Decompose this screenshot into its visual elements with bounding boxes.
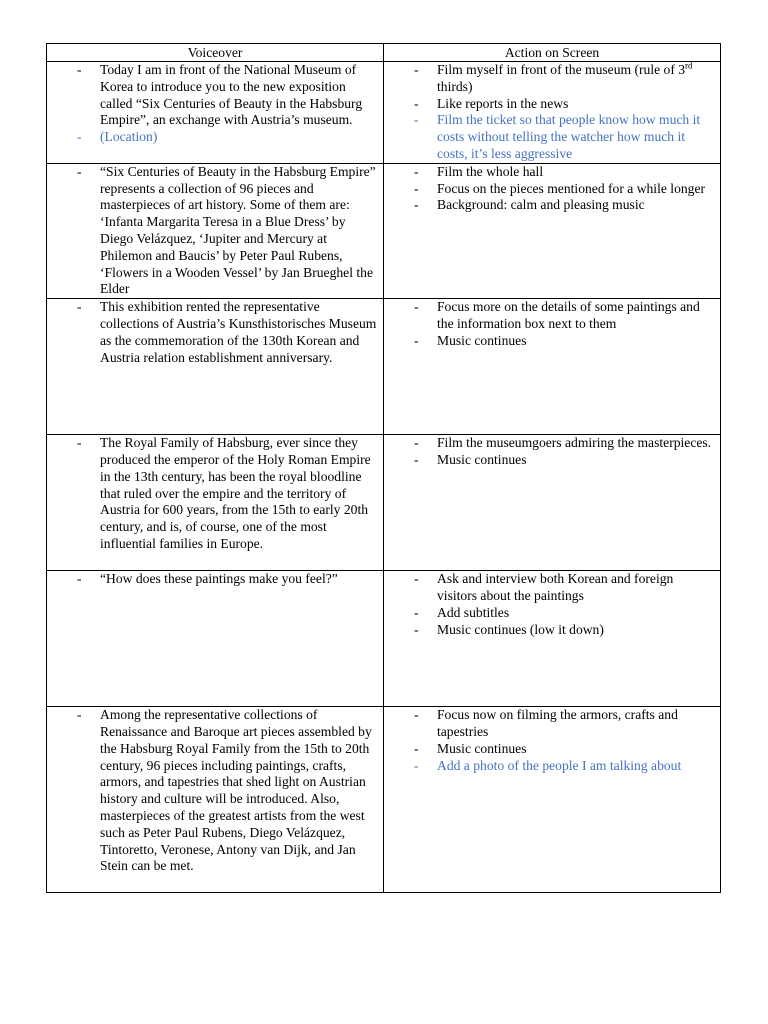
list-item bbox=[384, 741, 714, 758]
voiceover-cell bbox=[47, 163, 384, 298]
item-text: Add subtitles bbox=[437, 604, 510, 620]
voiceover-cell bbox=[47, 299, 384, 435]
voiceover-cell bbox=[47, 707, 384, 893]
list-item bbox=[384, 605, 714, 622]
list-item bbox=[384, 707, 714, 741]
item-text: Film myself in front of the museum (rule of 3 bbox=[437, 62, 686, 77]
list-item bbox=[384, 96, 714, 113]
list-item bbox=[384, 164, 714, 181]
header-row bbox=[47, 44, 721, 62]
item-text: Music continues bbox=[437, 451, 527, 467]
voiceover-cell bbox=[47, 435, 384, 571]
list-item bbox=[384, 758, 714, 775]
item-text: Focus on the pieces mentioned for a while longer bbox=[437, 180, 706, 196]
item-text: Music continues bbox=[437, 740, 527, 756]
table-row bbox=[47, 435, 721, 571]
action-cell bbox=[384, 571, 721, 707]
voiceover-cell-list bbox=[47, 164, 383, 298]
item-text: (Location) bbox=[100, 129, 158, 145]
table-row bbox=[47, 707, 721, 893]
list-item bbox=[384, 197, 714, 214]
list-item bbox=[47, 571, 377, 588]
item-text: The Royal Family of Habsburg, ever since they produced the emperor of the Holy Roman Empire in the 13th century, has been the royal bloodline that ruled over the empire and the territory of Austria for 600 years, from the 15th to early 20th century, and is, of course, one of the most influential families in Europe. bbox=[100, 435, 371, 551]
voiceover-header: Voiceover bbox=[47, 44, 384, 62]
item-text: Film the museumgoers admiring the masterpieces. bbox=[437, 435, 712, 451]
action-cell-list bbox=[384, 435, 720, 469]
table-row bbox=[47, 62, 721, 164]
item-text: Focus more on the details of some paintings and the information box next to them bbox=[437, 299, 700, 331]
voiceover-cell-list bbox=[47, 571, 383, 588]
item-text: “How does these paintings make you feel?” bbox=[100, 571, 338, 587]
item-text: Among the representative collections of Renaissance and Baroque art pieces assembled by the Habsburg Royal Family from the 15th to 20th century, 96 pieces including paintings, crafts, armors, and tapestries that shed light on Austrian history and culture will be introduced. Also, masterpieces of the greatest artists from the west such as Peter Paul Rubens, Diego Velázquez, Tintoretto, Veronese, Antony van Dijk, and Jan Stein can be met. bbox=[100, 707, 372, 874]
list-item bbox=[47, 62, 377, 129]
action-cell-list bbox=[384, 571, 720, 638]
list-item bbox=[47, 707, 377, 875]
list-item bbox=[384, 571, 714, 605]
item-text: Add a photo of the people I am talking about bbox=[437, 757, 682, 773]
table-row bbox=[47, 163, 721, 298]
list-item bbox=[47, 435, 377, 553]
table-row bbox=[47, 571, 721, 707]
item-text: Today I am in front of the National Museum of Korea to introduce you to the new exposition called “Six Centuries of Beauty in the Habsburg Empire”, an exchange with Austria’s museum. bbox=[100, 62, 363, 128]
action-cell-list bbox=[384, 62, 720, 163]
action-cell bbox=[384, 435, 721, 571]
action-cell-list bbox=[384, 299, 720, 349]
action-cell bbox=[384, 707, 721, 893]
action-cell bbox=[384, 163, 721, 298]
table-row bbox=[47, 299, 721, 435]
item-text: Music continues (low it down) bbox=[437, 621, 604, 637]
item-text: Music continues bbox=[437, 332, 527, 348]
list-item bbox=[47, 129, 377, 146]
item-text: This exhibition rented the representative collections of Austria’s Kunsthistorisches Museum as the commemoration of the 130th Korean and Austria relation establishment anniversary. bbox=[100, 299, 377, 365]
action-cell-list bbox=[384, 707, 720, 774]
list-item bbox=[384, 62, 714, 96]
item-superscript: rd bbox=[685, 60, 693, 71]
item-text: Background: calm and pleasing music bbox=[437, 197, 645, 213]
voiceover-cell-list bbox=[47, 707, 383, 875]
item-text: Ask and interview both Korean and foreign visitors about the paintings bbox=[437, 571, 674, 603]
item-text: “Six Centuries of Beauty in the Habsburg Empire” represents a collection of 96 pieces and masterpieces of art history. Some of them are: ‘Infanta Margarita Teresa in a Blue Dress’ by Diego Velázquez, ‘Jupiter and Mercury at Philemon and Baucis’ by Peter Paul Rubens, ‘Flowers in a Wooden Vessel’ by Jan Brueghel the Elder bbox=[100, 163, 376, 297]
voiceover-cell bbox=[47, 62, 384, 164]
list-item bbox=[384, 112, 714, 162]
item-text: Focus now on filming the armors, crafts and tapestries bbox=[437, 707, 678, 739]
list-item bbox=[47, 299, 377, 366]
list-item bbox=[47, 164, 377, 298]
item-text: Film the ticket so that people know how much it costs without telling the watcher how much it costs, it’s less aggressive bbox=[437, 112, 701, 161]
action-header: Action on Screen bbox=[384, 44, 721, 62]
list-item bbox=[384, 435, 714, 452]
list-item bbox=[384, 452, 714, 469]
action-cell bbox=[384, 299, 721, 435]
action-cell-list bbox=[384, 164, 720, 214]
table-body bbox=[47, 62, 721, 893]
list-item bbox=[384, 181, 714, 198]
voiceover-cell-list bbox=[47, 435, 383, 553]
list-item bbox=[384, 333, 714, 350]
script-table bbox=[46, 43, 721, 893]
list-item bbox=[384, 299, 714, 333]
action-cell bbox=[384, 62, 721, 164]
item-text: Like reports in the news bbox=[437, 95, 569, 111]
voiceover-cell-list bbox=[47, 299, 383, 366]
voiceover-cell bbox=[47, 571, 384, 707]
item-text: Film the whole hall bbox=[437, 163, 544, 179]
list-item bbox=[384, 622, 714, 639]
item-text-after: thirds) bbox=[437, 78, 473, 94]
voiceover-cell-list bbox=[47, 62, 383, 146]
